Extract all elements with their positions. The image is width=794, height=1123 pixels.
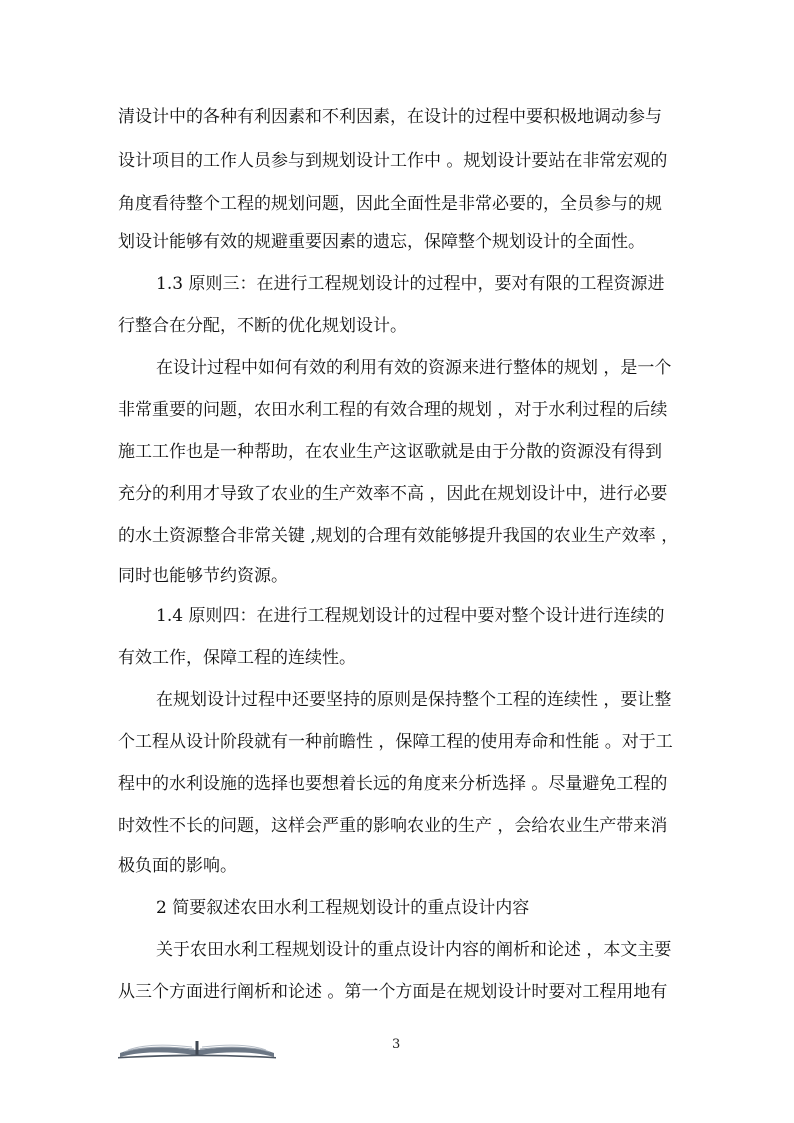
text-line: 同时也能够节约资源。 <box>118 566 288 586</box>
text-line: 行整合在分配，不断的优化规划设计。 <box>118 316 407 336</box>
text-line: 角度看待整个工程的规划问题，因此全面性是非常必要的，全员参与的规 <box>118 194 662 214</box>
text-line: 从三个方面进行阐析和论述 。第一个方面是在规划设计时要对工程用地有 <box>118 982 668 1002</box>
text-line: 有效工作，保障工程的连续性。 <box>118 648 356 668</box>
text-line: 在规划设计过程中还要坚持的原则是保持整个工程的连续性 ，要让整 <box>156 690 672 710</box>
text-line: 充分的利用才导致了农业的生产效率不高 ，因此在规划设计中，进行必要 <box>118 484 668 504</box>
text-line: 清设计中的各种有利因素和不利因素，在设计的过程中要积极地调动参与 <box>118 107 662 127</box>
text-line: 极负面的影响。 <box>118 856 237 876</box>
text-line: 个工程从设计阶段就有一种前瞻性 ，保障工程的使用寿命和性能 。对于工 <box>118 732 673 752</box>
text-line: 在设计过程中如何有效的利用有效的资源来进行整体的规划 ，是一个 <box>156 358 672 378</box>
text-line: 设计项目的工作人员参与到规划设计工作中 。规划设计要站在非常宏观的 <box>118 151 668 171</box>
section-heading-1-4: 1.4 原则四：在进行工程规划设计的过程中要对整个设计进行连续的 <box>156 606 665 626</box>
text-line: 施工工作也是一种帮助，在农业生产这讴歌就是由于分散的资源没有得到 <box>118 442 662 462</box>
page-number: 3 <box>392 1037 401 1052</box>
text-line: 的水土资源整合非常关键 ,规划的合理有效能够提升我国的农业生产效率 ， <box>118 526 679 546</box>
text-line: 时效性不长的问题，这样会严重的影响农业的生产 ，会给农业生产带来消 <box>118 816 668 836</box>
section-heading-1-3: 1.3 原则三：在进行工程规划设计的过程中，要对有限的工程资源进 <box>156 274 665 294</box>
text-line: 关于农田水利工程规划设计的重点设计内容的阐析和论述 ，本文主要 <box>156 940 672 960</box>
text-line: 划设计能够有效的规避重要因素的遗忘，保障整个规划设计的全面性。 <box>118 232 645 252</box>
open-book-icon <box>116 1033 278 1059</box>
section-heading-2: 2 简要叙述农田水利工程规划设计的重点设计内容 <box>156 898 530 918</box>
text-line: 非常重要的问题，农田水利工程的有效合理的规划 ，对于水利过程的后续 <box>118 400 668 420</box>
text-line: 程中的水利设施的选择也要想着长远的角度来分析选择 。尽量避免工程的 <box>118 774 668 794</box>
